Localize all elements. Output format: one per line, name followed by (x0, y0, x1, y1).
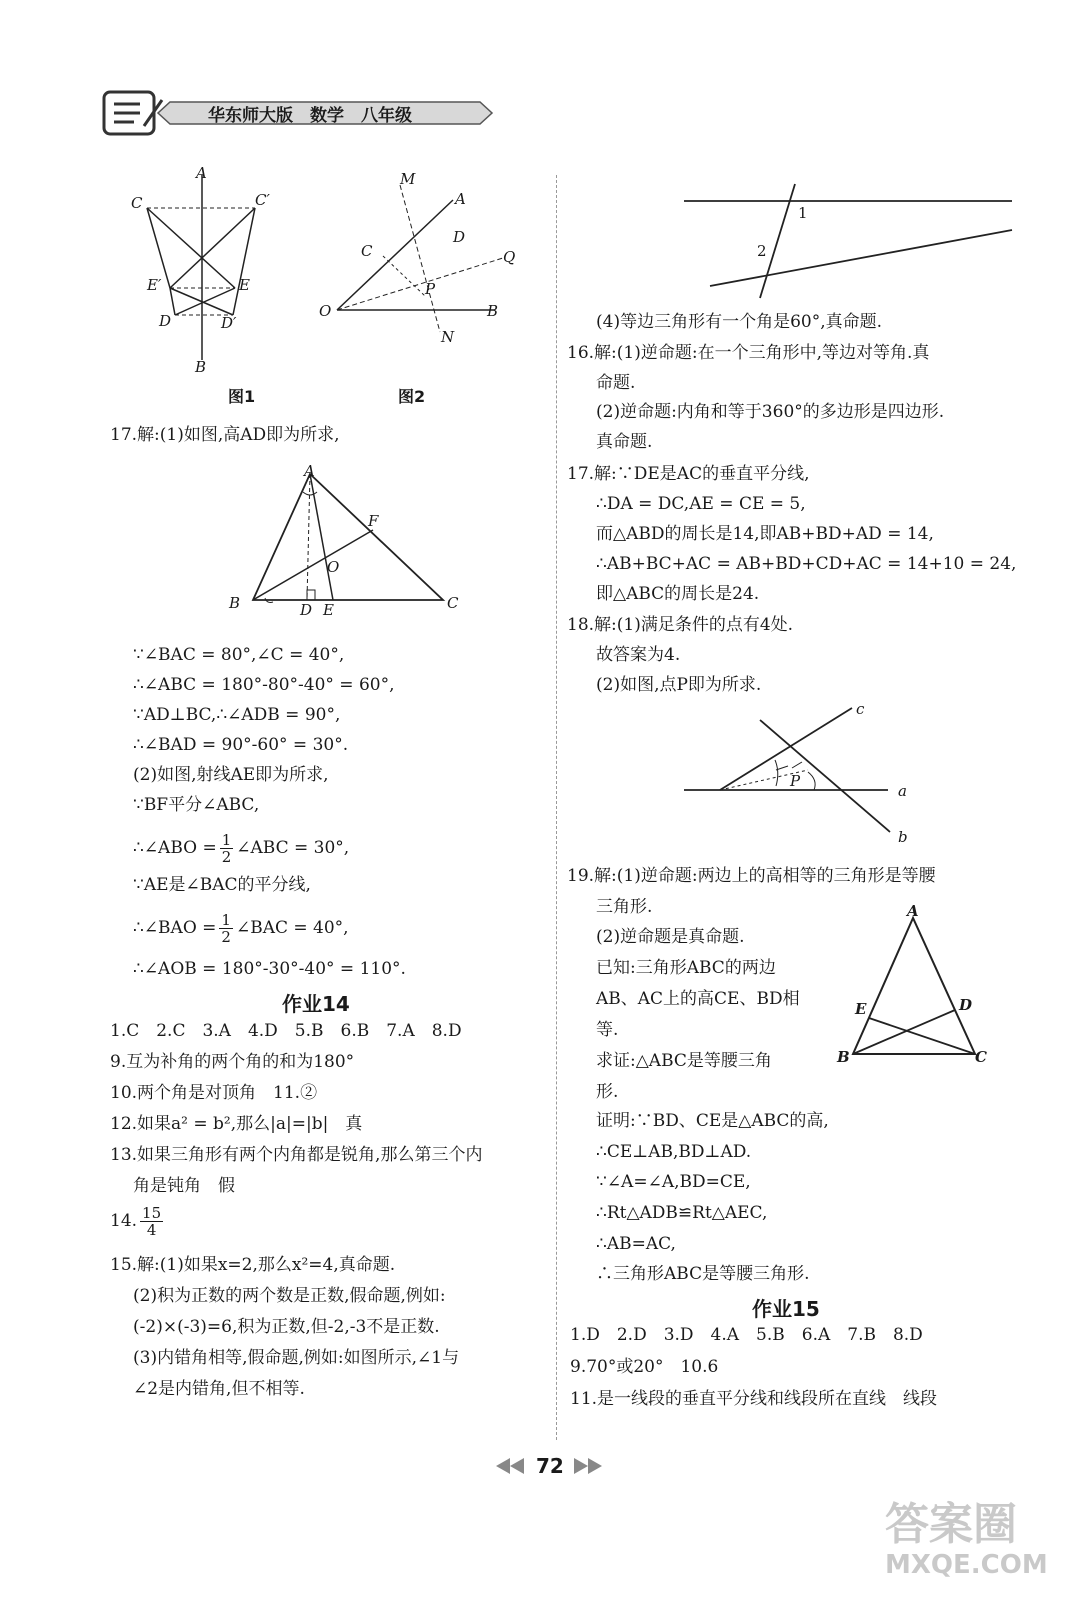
fig17-label: B (229, 594, 241, 612)
fig19-label: A (907, 902, 919, 920)
answer-line: (2)如图,点P即为所求. (596, 675, 762, 695)
answer-line: AB、AC上的高CE、BD相 (596, 989, 800, 1009)
solution-line: ∵BF平分∠ABC, (133, 795, 260, 815)
fig19-label: B (837, 1048, 850, 1066)
fig2-label: Q (503, 248, 516, 266)
text: ∴∠BAO = (133, 918, 217, 938)
answer-line: 即△ABC的周长是24. (596, 584, 760, 604)
fig2-label: N (441, 328, 455, 346)
figure-2-caption: 图2 (398, 387, 426, 406)
answer-line: 10.两个角是对顶角 11.② (110, 1083, 318, 1103)
answer-line: (2)逆命题是真命题. (596, 927, 745, 947)
answer-line: 角是钝角 假 (133, 1176, 235, 1196)
answer-line: 11.是一线段的垂直平分线和线段所在直线 线段 (570, 1389, 938, 1409)
solution-line: ∵AD⊥BC,∴∠ADB = 90°, (133, 705, 341, 725)
watermark-text: 答案圈 (885, 1499, 1017, 1550)
solution-line (133, 832, 349, 865)
answer-line: ∴CE⊥AB,BD⊥AD. (596, 1142, 752, 1162)
fig17-label: D (300, 601, 313, 619)
fig2-label: A (455, 190, 466, 208)
fig2-label: O (319, 302, 332, 320)
denominator: 2 (221, 928, 231, 946)
fig1-label: D (159, 312, 172, 330)
fig1-label: A (196, 164, 207, 182)
solution-line: ∴∠ABC = 180°-80°-40° = 60°, (133, 675, 395, 695)
angle-label: 2 (757, 242, 767, 260)
fig1-label: E (239, 276, 250, 294)
answer-line: 已知:三角形ABC的两边 (596, 958, 776, 978)
answer-line: ∴DA = DC,AE = CE = 5, (596, 494, 806, 514)
answer-line: 9.70°或20° 10.6 (570, 1357, 719, 1377)
column-divider (556, 175, 557, 1440)
watermark (885, 1500, 1070, 1595)
numerator: 1 (221, 911, 231, 929)
fig17-label: A (304, 462, 315, 480)
fig18-label: b (898, 828, 908, 846)
answer-line: 12.如果a² = b²,那么|a|=|b| 真 (110, 1114, 363, 1134)
answer-line: (2)逆命题:内角和等于360°的多边形是四边形. (596, 402, 945, 422)
fig2-label: D (453, 228, 466, 246)
answer-line: (4)等边三角形有一个角是60°,真命题. (596, 312, 883, 332)
answer-line: 9.互为补角的两个角的和为180° (110, 1052, 355, 1072)
fig17-label: F (368, 512, 379, 530)
answer-line: 17.解:∵DE是AC的垂直平分线, (567, 464, 810, 484)
fig19-label: C (975, 1048, 987, 1066)
page-number: 72 (536, 1454, 564, 1478)
answer-line: (3)内错角相等,假命题,例如:如图所示,∠1与 (133, 1348, 460, 1368)
denominator: 2 (221, 848, 232, 866)
answer-line: 1.C 2.C 3.A 4.D 5.B 6.B 7.A 8.D (110, 1021, 462, 1041)
solution-line: ∵AE是∠BAC的平分线, (133, 875, 311, 895)
answer-line: 18.解:(1)满足条件的点有4处. (567, 615, 794, 635)
answer-line: ∠2是内错角,但不相等. (133, 1379, 305, 1399)
fraction (219, 912, 233, 945)
header-title: 华东师大版 数学 八年级 (208, 106, 412, 126)
solution-line: (2)如图,射线AE即为所求, (133, 765, 329, 785)
figure-2 (315, 160, 525, 350)
denominator: 4 (146, 1221, 157, 1239)
figure-18 (680, 700, 920, 850)
figure-17 (225, 462, 465, 622)
answer-line: 求证:△ABC是等腰三角 (596, 1051, 772, 1071)
answer-line: 三角形. (596, 897, 653, 917)
answer-line: (-2)×(-3)=6,积为正数,但-2,-3不是正数. (133, 1317, 440, 1337)
watermark-url: MXQE.COM (885, 1550, 1048, 1580)
fraction (220, 832, 234, 865)
angle-label: 1 (798, 204, 808, 222)
fig1-label: B (195, 358, 207, 375)
answer-line: 19.解:(1)逆命题:两边上的高相等的三角形是等腰 (567, 866, 936, 886)
homework-14-heading: 作业14 (282, 992, 350, 1016)
text: ∠ABC = 30°, (236, 838, 350, 858)
fig19-label: E (855, 1000, 867, 1018)
fig2-label: P (425, 280, 436, 298)
text: ∴∠ABO = (133, 838, 217, 858)
fraction (140, 1205, 163, 1238)
answer-line: 13.如果三角形有两个内角都是锐角,那么第三个内 (110, 1145, 483, 1165)
answer-line: 命题. (596, 373, 636, 393)
fig1-label: E′ (147, 276, 162, 294)
fig2-label: C (361, 242, 373, 260)
fig2-label: M (400, 170, 416, 188)
fig17-label: O (327, 558, 340, 576)
answer-line: 真命题. (596, 432, 653, 452)
figure-parallel-lines (680, 180, 1020, 300)
fig1-label: C′ (255, 191, 270, 209)
answer-line: ∴Rt△ADB≌Rt△AEC, (596, 1203, 768, 1223)
answer-line: 故答案为4. (596, 645, 681, 665)
fig18-label: P (790, 772, 801, 790)
text: 14. (110, 1211, 138, 1231)
fig17-label: C (447, 594, 459, 612)
fig1-label: C (131, 194, 143, 212)
homework-15-heading: 作业15 (752, 1297, 820, 1321)
answer-line: (2)积为正数的两个数是正数,假命题,例如: (133, 1286, 446, 1306)
answer-line: 16.解:(1)逆命题:在一个三角形中,等边对等角.真 (567, 343, 930, 363)
answer-line (110, 1205, 166, 1238)
solution-17-heading: 17.解:(1)如图,高AD即为所求, (110, 425, 340, 445)
solution-line (133, 912, 349, 945)
numerator: 1 (221, 831, 232, 849)
fig19-label: D (959, 996, 973, 1014)
answer-line: 而△ABD的周长是14,即AB+BD+AD = 14, (596, 524, 934, 544)
fig18-label: c (856, 700, 865, 718)
fig2-label: B (487, 302, 499, 320)
answer-line: 1.D 2.D 3.D 4.A 5.B 6.A 7.B 8.D (570, 1325, 923, 1345)
answer-line: 等. (596, 1020, 619, 1040)
answer-line: ∴三角形ABC是等腰三角形. (596, 1264, 810, 1284)
answer-line: ∴AB+BC+AC = AB+BD+CD+AC = 14+10 = 24, (596, 554, 1017, 574)
solution-line: ∵∠BAC = 80°,∠C = 40°, (133, 645, 345, 665)
figure-19 (835, 900, 1000, 1070)
answer-line: ∴AB=AC, (596, 1234, 676, 1254)
figure-1 (125, 160, 295, 375)
solution-line: ∴∠BAD = 90°-60° = 30°. (133, 735, 349, 755)
answer-line: 证明:∵BD、CE是△ABC的高, (596, 1111, 829, 1131)
text: ∠BAC = 40°, (235, 918, 349, 938)
figure-1-caption: 图1 (228, 387, 256, 406)
answer-line: ∵∠A=∠A,BD=CE, (596, 1172, 751, 1192)
answer-line: 15.解:(1)如果x=2,那么x²=4,真命题. (110, 1255, 396, 1275)
numerator: 15 (142, 1204, 162, 1222)
fig18-label: a (898, 782, 907, 800)
fig1-label: D′ (221, 314, 237, 332)
answer-line: 形. (596, 1082, 619, 1102)
solution-line: ∴∠AOB = 180°-30°-40° = 110°. (133, 959, 406, 979)
fig17-label: E (323, 601, 334, 619)
